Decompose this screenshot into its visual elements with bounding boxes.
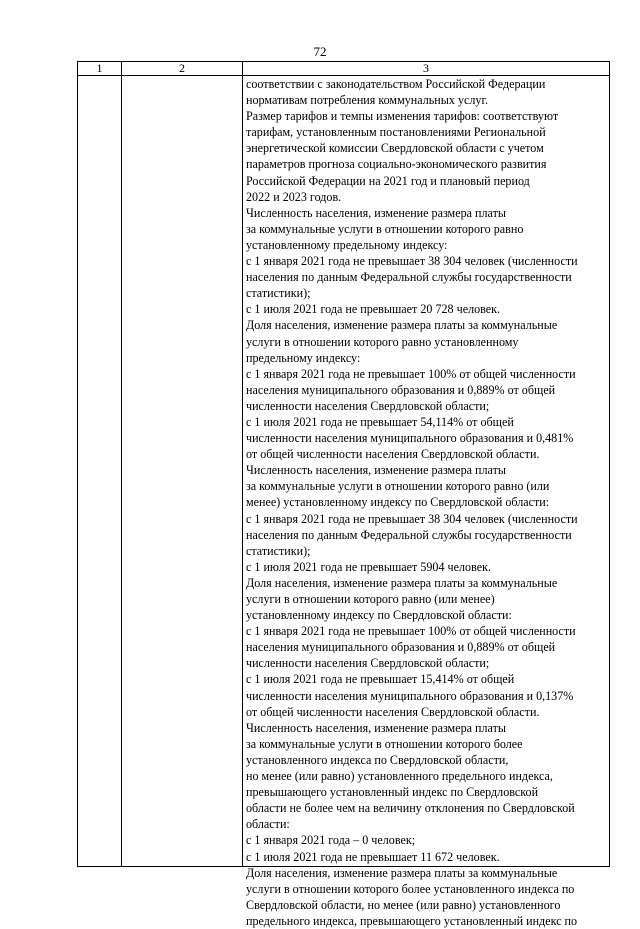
document-table	[77, 61, 610, 928]
text-line: предельному индексу:	[246, 350, 361, 365]
text-line: статистики);	[246, 286, 311, 301]
text-line: численности населения муниципального образования и 0,137%	[246, 688, 574, 703]
text-line: нормативам потребления коммунальных услуг.	[246, 93, 489, 108]
header-col-3: 3	[243, 62, 610, 76]
text-line: услуги в отношении которого равно установленному	[246, 334, 519, 349]
text-line: услуги в отношении которого более установленного индекса по	[246, 881, 575, 896]
text-line: превышающего установленный индекс по Свердловской	[246, 785, 539, 800]
text-line: численности населения муниципального образования и 0,481%	[246, 431, 574, 446]
text-line: установленному индексу по Свердловской области:	[246, 608, 512, 623]
text-line: с 1 июля 2021 года не превышает 54,114% от общей	[246, 414, 514, 429]
table-header-row	[78, 62, 610, 76]
text-line: Численность населения, изменение размера платы	[246, 463, 506, 478]
text-line: с 1 января 2021 года не превышает 38 304 человек (численности	[246, 511, 578, 526]
text-line: установленного индекса по Свердловской области,	[246, 752, 509, 767]
text-line: услуги в отношении которого равно (или менее)	[246, 592, 495, 606]
text-line: за коммунальные услуги в отношении которого более	[246, 736, 523, 751]
text-line: численности населения Свердловской области;	[246, 656, 490, 671]
text-line: Численность населения, изменение размера платы	[246, 720, 506, 735]
text-line: предельного индекса, превышающего установленный индекс по	[246, 913, 578, 928]
text-line: области:	[246, 817, 290, 832]
text-line: с 1 января 2021 года не превышает 100% от общей численности	[246, 624, 576, 639]
text-line: Российской Федерации на 2021 год и плановый период	[246, 173, 530, 188]
text-line: 2022 и 2023 годов.	[246, 189, 342, 204]
text-line: с 1 июля 2021 года не превышает 20 728 человек.	[246, 302, 501, 317]
body-col-1	[78, 76, 122, 867]
text-line: с 1 июля 2021 года не превышает 15,414% от общей	[246, 672, 515, 687]
text-line: тарифам, установленным постановлениями Региональной	[246, 125, 546, 140]
text-line: населения муниципального образования и 0,889% от общей	[246, 640, 556, 655]
text-line: менее) установленному индексу по Свердловской области:	[246, 495, 550, 510]
text-line: за коммунальные услуги в отношении которого равно	[246, 221, 524, 236]
body-col-2	[122, 76, 243, 867]
header-col-2: 2	[122, 62, 243, 76]
text-line: с 1 июля 2021 года не превышает 11 672 человек.	[246, 849, 500, 864]
text-line: населения муниципального образования и 0,889% от общей	[246, 382, 556, 397]
text-line: Размер тарифов и темпы изменения тарифов: соответствуют	[246, 109, 559, 124]
text-line: от общей численности населения Свердловской области.	[246, 704, 540, 719]
text-line: с 1 января 2021 года не превышает 38 304 человек (численности	[246, 254, 578, 269]
text-line: энергетической комиссии Свердловской области с учетом	[246, 141, 544, 156]
text-line: населения по данным Федеральной службы государственности	[246, 270, 572, 285]
text-line: с 1 июля 2021 года не превышает 5904 человек.	[246, 559, 491, 574]
text-line: Доля населения, изменение размера платы за коммунальные	[246, 318, 558, 333]
col3-text-block	[243, 76, 609, 928]
text-line: Доля населения, изменение размера платы за коммунальные	[246, 575, 558, 590]
text-line: установленному предельному индексу:	[246, 237, 448, 252]
text-line: численности населения Свердловской области;	[246, 398, 490, 413]
text-line: Численность населения, изменение размера платы	[246, 205, 506, 220]
text-line: за коммунальные услуги в отношении которого равно (или	[246, 479, 550, 494]
text-line: соответствии с законодательством Российской Федерации	[246, 77, 546, 91]
header-col-1: 1	[78, 62, 122, 76]
text-line: населения по данным Федеральной службы государственности	[246, 527, 572, 542]
text-line: с 1 января 2021 года – 0 человек;	[246, 833, 416, 848]
text-line: Свердловской области, но менее (или равно) установленного	[246, 897, 561, 912]
text-line: от общей численности населения Свердловской области.	[246, 447, 540, 462]
text-line: Доля населения, изменение размера платы за коммунальные	[246, 865, 558, 880]
page-number: 72	[313, 44, 327, 59]
table-body-row	[78, 76, 610, 867]
text-line: но менее (или равно) установленного предельного индекса,	[246, 769, 553, 784]
text-line: статистики);	[246, 543, 311, 558]
text-line: области не более чем на величину отклонения по Свердловской	[246, 801, 575, 816]
text-line: с 1 января 2021 года не превышает 100% от общей численности	[246, 366, 576, 381]
body-col-3	[243, 76, 610, 928]
text-line: параметров прогноза социально-экономического развития	[246, 157, 547, 172]
